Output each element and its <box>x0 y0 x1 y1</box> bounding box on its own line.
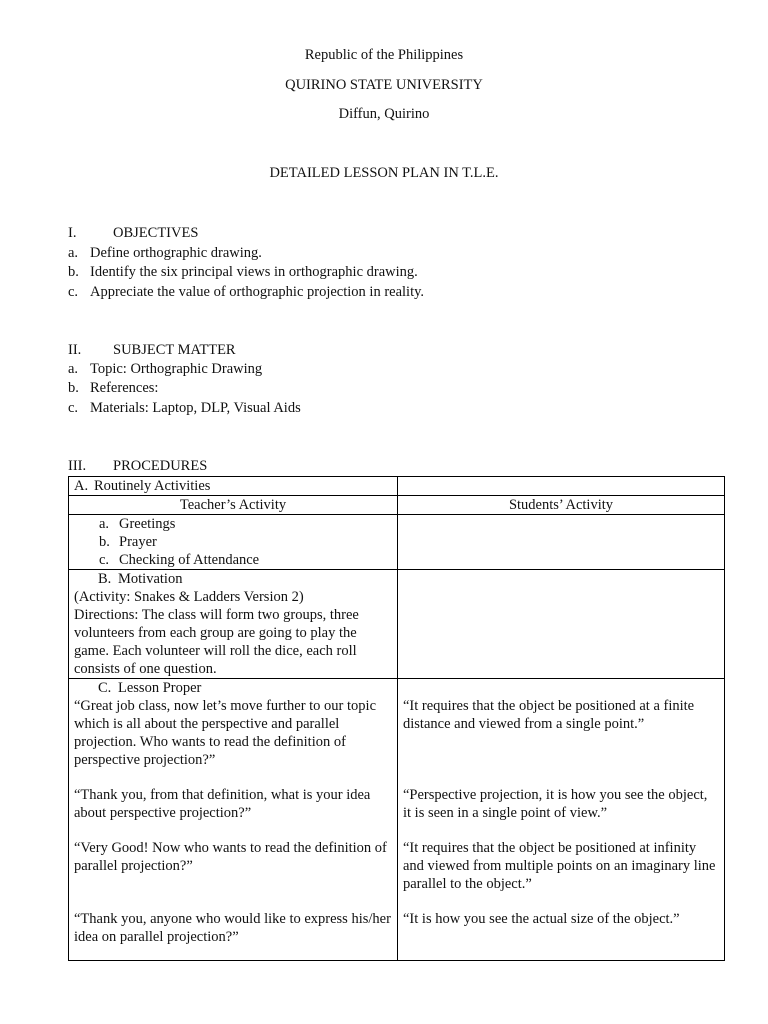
list-item <box>74 515 392 533</box>
teacher-dialogue: “Great job class, now let’s move further to our topic which is all about the perspective and parallel projection. Who wants to read the definition of perspective projection?” <box>74 698 377 768</box>
objective-item <box>68 283 424 301</box>
section-number: II. <box>68 342 82 358</box>
subject-item <box>68 379 158 397</box>
routinely-label-cell <box>69 477 398 496</box>
empty-cell <box>398 515 725 570</box>
list-marker: C. <box>98 680 112 696</box>
student-response: “Perspective projection, it is how you see the object, it is seen in a single point of view.” <box>403 787 708 821</box>
table-row <box>69 679 725 961</box>
list-marker: c. <box>68 400 79 416</box>
section-subject-matter-heading <box>68 341 236 359</box>
list-marker: b. <box>68 380 79 396</box>
table-row <box>69 496 725 515</box>
motivation-label: Motivation <box>118 571 183 587</box>
list-marker: c. <box>68 284 79 300</box>
section-objectives-heading <box>68 224 198 242</box>
header-republic: Republic of the Philippines <box>304 47 464 63</box>
objective-item <box>68 244 262 262</box>
empty-cell <box>398 477 725 496</box>
section-number: I. <box>68 225 77 241</box>
empty-cell <box>398 570 725 679</box>
subject-item <box>68 360 262 378</box>
procedures-table <box>68 476 725 961</box>
subject-item <box>68 399 301 417</box>
objective-text: Identify the six principal views in orthographic drawing. <box>90 264 418 280</box>
routine-text: Greetings <box>119 516 176 532</box>
lesson-proper-label: Lesson Proper <box>118 680 202 696</box>
motivation-activity: (Activity: Snakes & Ladders Version 2) <box>74 589 304 605</box>
lesson-proper-heading <box>74 679 392 697</box>
subject-text: Topic: Orthographic Drawing <box>90 361 263 377</box>
teacher-activity-header: Teacher’s Activity <box>69 496 398 515</box>
list-marker: c. <box>99 552 110 568</box>
table-row <box>69 515 725 570</box>
teacher-dialogue: “Thank you, from that definition, what is your idea about perspective projection?” <box>74 787 371 821</box>
list-marker: a. <box>99 516 110 532</box>
student-response: “It requires that the object be positioned at a finite distance and viewed from a single point.” <box>403 698 695 732</box>
students-activity-header: Students’ Activity <box>398 496 725 515</box>
list-item <box>74 533 392 551</box>
list-marker: A. <box>74 478 89 494</box>
motivation-heading <box>74 570 392 588</box>
header-location: Diffun, Quirino <box>338 106 430 122</box>
subject-text: Materials: Laptop, DLP, Visual Aids <box>90 400 301 416</box>
objective-item <box>68 263 418 281</box>
header-university: QUIRINO STATE UNIVERSITY <box>285 77 483 93</box>
teacher-dialogue: “Very Good! Now who wants to read the definition of parallel projection?” <box>74 840 387 874</box>
list-marker: b. <box>99 534 110 550</box>
section-title: PROCEDURES <box>113 458 208 474</box>
section-title: OBJECTIVES <box>113 225 199 241</box>
student-response: “It is how you see the actual size of the object.” <box>403 911 680 927</box>
subject-text: References: <box>90 380 159 396</box>
lesson-proper-student-cell <box>398 679 725 961</box>
student-response: “It requires that the object be positioned at infinity and viewed from multiple points on an imaginary line parallel to the object.” <box>403 840 716 892</box>
lesson-proper-teacher-cell <box>69 679 398 961</box>
table-row <box>69 570 725 679</box>
motivation-directions: Directions: The class will form two groups, three volunteers from each group are going to play the game. Each volunteer will roll the dice, each roll consists of one question. <box>74 607 359 677</box>
objective-text: Define orthographic drawing. <box>90 245 262 261</box>
section-number: III. <box>68 458 87 474</box>
section-title: SUBJECT MATTER <box>113 342 236 358</box>
objective-text: Appreciate the value of orthographic projection in reality. <box>90 284 425 300</box>
routine-items-cell <box>69 515 398 570</box>
list-marker: B. <box>98 571 112 587</box>
list-marker: b. <box>68 264 79 280</box>
section-procedures-heading <box>68 457 207 475</box>
list-marker: a. <box>68 361 79 377</box>
teacher-dialogue: “Thank you, anyone who would like to express his/her idea on parallel projection?” <box>74 911 391 945</box>
motivation-cell <box>69 570 398 679</box>
list-item <box>74 551 392 569</box>
routine-text: Checking of Attendance <box>119 552 260 568</box>
document-title: DETAILED LESSON PLAN IN T.L.E. <box>269 165 499 181</box>
table-row <box>69 477 725 496</box>
list-marker: a. <box>68 245 79 261</box>
routinely-label: Routinely Activities <box>94 478 211 494</box>
routine-text: Prayer <box>119 534 157 550</box>
